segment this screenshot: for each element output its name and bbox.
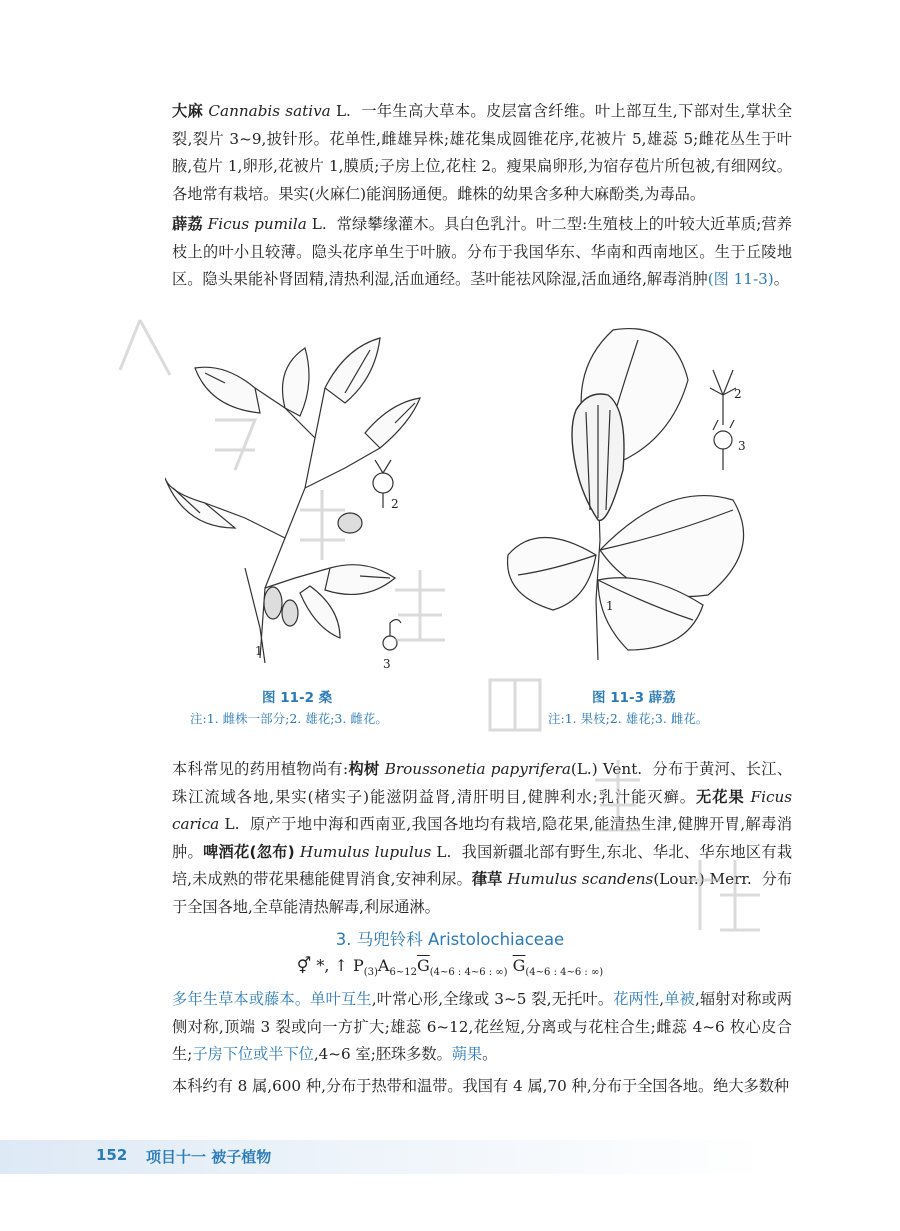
highlight-text: 多年生草本或藤本。 (172, 990, 311, 1008)
species-name-cn: 薜荔 (172, 215, 203, 233)
highlight-text: 单被 (664, 990, 696, 1008)
species-name-latin: Humulus scandens (507, 870, 654, 888)
paragraph-end: 。 (773, 270, 789, 288)
paragraph-ficus-pumila (172, 211, 792, 294)
paragraph-text: ,辐射对称或两侧对称,顶端 3 裂或向一方扩大;雄蕊 6~12,花丝短,分离或与花柱合生;雌蕊 4~6 枚心皮合生; (172, 990, 793, 1063)
paragraph-text: 分布于全国各地,全草能清热解毒,利尿通淋。 (172, 870, 793, 916)
formula-androecium: A (377, 956, 390, 975)
paragraph-text: 原产于地中海和西南亚,我国各地均有栽培,隐花果,能清热生津,健脾开胃,解毒消肿。 (172, 815, 793, 861)
section-heading: 3. 马兜铃科 Aristolochiaceae (335, 930, 565, 949)
species-name-latin: Ficus carica (172, 787, 793, 833)
page-number: 152 (96, 1146, 128, 1164)
species-name-cn: 无花果 (696, 787, 745, 806)
species-name-cn: 葎草 (471, 870, 503, 888)
species-author: L. (306, 215, 327, 233)
figure-label: 3 (383, 657, 391, 671)
species-author: (L.) Vent. (570, 760, 643, 778)
figure-label: 1 (255, 644, 263, 658)
paragraph-family-traits (172, 986, 792, 1069)
figure-label: 2 (391, 497, 399, 511)
formula-sub: 6~12 (389, 967, 417, 979)
highlight-text: 子房下位或半下位 (192, 1045, 314, 1063)
figure-label: 2 (734, 387, 742, 401)
paragraph-cannabis (172, 98, 792, 208)
paragraph-text: 分布于黄河、长江、珠江流域各地,果实(楮实子)能滋阴益肾,清肝明目,健脾利水;乳汁能灭癣。 (172, 760, 793, 806)
species-author: (Lour.) Merr. (653, 870, 752, 888)
paragraph-related-species (172, 756, 792, 921)
species-name-latin: Broussonetia papyrifera (384, 760, 571, 778)
formula-prefix: ⚥ *, ↑ P (296, 956, 364, 975)
mulberry-drawing (165, 328, 425, 673)
paragraph-family-distribution (172, 1073, 792, 1101)
figure-caption-note: 注:1. 果枝;2. 雄花;3. 雌花。 (548, 711, 709, 726)
highlight-text: 花两性 (613, 990, 660, 1008)
footer-band (0, 1140, 900, 1174)
figure-label: 1 (606, 599, 614, 613)
paragraph-text: 我国新疆北部有野生,东北、华北、华东地区有栽培,未成熟的带花果穗能健胃消食,安神利尿。 (172, 842, 793, 888)
paragraph-text: 一年生高大草本。皮层富含纤维。叶上部互生,下部对生,掌状全裂,裂片 3~9,披针形。花单性,雌雄异株;雄花集成圆锥花序,花被片 5,雄蕊 5;雌花丛生于叶腋,苞片 1,卵形,花被片 1,膜质;子房上位,花柱 2。瘦果扁卵形,为宿存苞片所包被,有细网纹。各地常有栽培。果实(火麻仁)能润肠通便。雌株的幼果含多种大麻酚类,为毒品。 (172, 102, 793, 203)
species-name-cn: 构树 (348, 760, 380, 778)
species-author: L. (219, 815, 240, 833)
figure-ficus-illustration (498, 320, 768, 665)
highlight-text: 单叶互生 (310, 990, 372, 1008)
species-name-latin: Humulus lupulus (299, 842, 432, 861)
species-name-cn: 大麻 (172, 102, 204, 120)
figure-mulberry-illustration (165, 328, 425, 673)
formula-gynoecium: $\overline{G}$ (512, 956, 526, 975)
figure-caption-title: 图 11-3 薜荔 (592, 690, 676, 706)
paragraph-text: ,4~6 室;胚珠多数。 (313, 1045, 452, 1063)
species-name-latin: Ficus pumila (207, 215, 307, 233)
species-author: L. (330, 102, 351, 120)
formula-gynoecium: $\overline{G}$ (416, 956, 430, 975)
paragraph-text: , (659, 990, 665, 1008)
paragraph-text: ,叶常心形,全缘或 3~5 裂,无托叶。 (371, 990, 614, 1008)
figure-caption-note: 注:1. 雌株一部分;2. 雄花;3. 雌花。 (190, 711, 388, 726)
species-name-cn: 啤酒花(忽布) (203, 842, 295, 861)
paragraph-text: 常绿攀缘灌木。具白色乳汁。叶二型:生殖枝上的叶较大近革质;营养枝上的叶小且较薄。隐头花序单生于叶腋。分布于我国华东、华南和西南地区。生于丘陵地区。隐头果能补肾固精,清热利湿,活血通经。茎叶能祛风除湿,活血通络,解毒消肿 (172, 215, 793, 288)
floral-formula (0, 956, 900, 978)
species-author: L. (431, 842, 452, 861)
ficus-drawing (498, 320, 768, 665)
formula-sub: (4~6 : 4~6 : ∞) (429, 967, 508, 979)
formula-sub: (3) (363, 967, 378, 979)
formula-sub: (4~6 : 4~6 : ∞) (525, 967, 604, 979)
figure-caption-title: 图 11-2 桑 (262, 690, 333, 706)
figure-label: 3 (738, 439, 746, 453)
chapter-title: 项目十一 被子植物 (146, 1148, 272, 1166)
paragraph-text: 。 (482, 1045, 498, 1063)
highlight-text: 蒴果 (451, 1045, 483, 1063)
paragraph-intro: 本科常见的药用植物尚有: (172, 760, 349, 778)
paragraph-text: 本科约有 8 属,600 种,分布于热带和温带。我国有 4 属,70 种,分布于全国各地。绝大多数种 (172, 1077, 790, 1095)
figure-reference-link[interactable]: (图 11-3) (707, 270, 774, 288)
species-name-latin: Cannabis sativa (208, 102, 331, 120)
